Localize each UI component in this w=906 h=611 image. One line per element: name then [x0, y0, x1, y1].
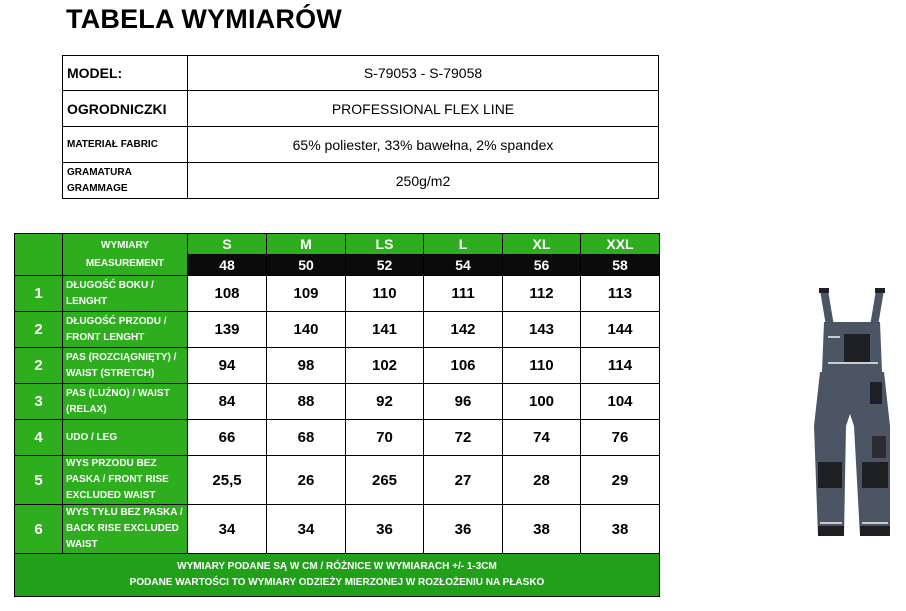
measurement-name-line: WYS TYŁU BEZ PASKA /	[66, 507, 183, 518]
product-label: OGRODNICZKI	[63, 91, 188, 127]
measurement-value: 29	[581, 456, 660, 505]
measurement-value: 26	[267, 456, 346, 505]
measurement-value: 108	[188, 276, 267, 312]
leg-pocket	[872, 436, 886, 458]
row-index: 3	[15, 384, 63, 420]
measurement-value: 96	[424, 384, 503, 420]
right-strap	[870, 290, 884, 326]
grammage-label	[63, 163, 188, 199]
measurement-value: 25,5	[188, 456, 267, 505]
header-corner	[15, 234, 63, 276]
product-value: PROFESSIONAL FLEX LINE	[188, 91, 659, 127]
bib-pocket	[844, 334, 870, 364]
size-number: 50	[267, 255, 346, 276]
overalls-product-image	[800, 286, 904, 544]
measurement-name-line: EXCLUDED WAIST	[66, 490, 156, 501]
grammage-label-en: GRAMMAGE	[67, 182, 128, 194]
grammage-label-pl: GRAMATURA	[67, 166, 132, 178]
size-l: L	[424, 234, 503, 255]
measurement-header	[63, 234, 188, 276]
fabric-label: MATERIAŁ FABRIC	[63, 127, 188, 163]
measurement-value: 68	[267, 420, 346, 456]
measurement-value: 141	[346, 312, 424, 348]
measurement-name-line: PAS (ROZCIĄGNIĘTY) /	[66, 351, 177, 363]
fabric-value: 65% poliester, 33% bawełna, 2% spandex	[188, 127, 659, 163]
table-row	[15, 276, 660, 312]
measurement-value: 106	[424, 348, 503, 384]
table-row	[15, 505, 660, 554]
table-footnote	[15, 554, 660, 597]
product-info-table	[62, 55, 659, 199]
measurement-value: 144	[581, 312, 660, 348]
measurement-name	[63, 505, 188, 554]
size-ls: LS	[346, 234, 424, 255]
measurement-value: 114	[581, 348, 660, 384]
measurement-name-line: BACK RISE EXCLUDED	[66, 523, 179, 534]
measurement-value: 72	[424, 420, 503, 456]
measurement-name	[63, 276, 188, 312]
measurement-name-line: DŁUGOŚĆ BOKU /	[66, 279, 154, 291]
measurement-name-line: (RELAX)	[66, 403, 107, 415]
model-label: MODEL:	[63, 56, 188, 91]
measurement-value: 38	[503, 505, 581, 554]
model-value: S-79053 - S-79058	[188, 56, 659, 91]
measurement-value: 34	[267, 505, 346, 554]
measurement-name-line: UDO / LEG	[66, 431, 118, 443]
table-row	[15, 420, 660, 456]
side-pocket	[870, 382, 882, 404]
size-m: M	[267, 234, 346, 255]
measurement-value: 110	[346, 276, 424, 312]
footnote-line: PODANE WARTOŚCI TO WYMIARY ODZIEŻY MIERZONEJ W ROZŁOŻENIU NA PŁASKO	[129, 577, 545, 588]
measurement-value: 139	[188, 312, 267, 348]
measurement-value: 111	[424, 276, 503, 312]
measurement-name	[63, 348, 188, 384]
table-row	[15, 384, 660, 420]
left-strap	[820, 290, 834, 326]
measurement-header-en: MEASUREMENT	[85, 257, 165, 269]
reflective-strip	[828, 362, 878, 364]
measurement-value: 265	[346, 456, 424, 505]
measurement-name-line: DŁUGOŚĆ PRZODU /	[66, 315, 167, 327]
table-row	[15, 348, 660, 384]
measurement-name-line: WAIST (STRETCH)	[66, 367, 155, 379]
row-index: 2	[15, 312, 63, 348]
grammage-value: 250g/m2	[188, 163, 659, 199]
measurement-value: 98	[267, 348, 346, 384]
measurement-value: 28	[503, 456, 581, 505]
measurement-value: 142	[424, 312, 503, 348]
measurement-value: 140	[267, 312, 346, 348]
measurement-name	[63, 384, 188, 420]
measurement-value: 104	[581, 384, 660, 420]
size-number: 58	[581, 255, 660, 276]
measurement-name	[63, 420, 188, 456]
measurement-name-line: WYS PRZODU BEZ	[66, 458, 157, 469]
measurement-value: 38	[581, 505, 660, 554]
measurement-value: 84	[188, 384, 267, 420]
measurement-value: 100	[503, 384, 581, 420]
row-index: 6	[15, 505, 63, 554]
knee-pad-right	[862, 462, 888, 488]
measurement-value: 109	[267, 276, 346, 312]
measurement-name-line: PASKA / FRONT RISE	[66, 474, 169, 485]
size-s: S	[188, 234, 267, 255]
measurement-name	[63, 312, 188, 348]
measurement-name	[63, 456, 188, 505]
size-chart-table	[14, 233, 660, 597]
reflective-strip	[820, 522, 842, 524]
measurement-value: 88	[267, 384, 346, 420]
measurement-name-line: LENGHT	[66, 295, 108, 307]
measurement-value: 27	[424, 456, 503, 505]
size-number: 52	[346, 255, 424, 276]
left-buckle	[819, 288, 829, 293]
measurement-header-pl: WYMIARY	[101, 239, 149, 251]
size-number: 48	[188, 255, 267, 276]
size-number: 56	[503, 255, 581, 276]
measurement-value: 36	[424, 505, 503, 554]
measurement-value: 34	[188, 505, 267, 554]
measurement-value: 92	[346, 384, 424, 420]
size-xl: XL	[503, 234, 581, 255]
page-title: TABELA WYMIARÓW	[66, 4, 342, 34]
measurement-value: 110	[503, 348, 581, 384]
measurement-value: 76	[581, 420, 660, 456]
table-row	[15, 312, 660, 348]
measurement-value: 74	[503, 420, 581, 456]
measurement-name-line: PAS (LUŹNO) / WAIST	[66, 387, 170, 399]
measurement-name-line: FRONT LENGHT	[66, 331, 145, 343]
table-row	[15, 456, 660, 505]
measurement-value: 70	[346, 420, 424, 456]
cuff-left	[818, 526, 844, 536]
size-number: 54	[424, 255, 503, 276]
size-xxl: XXL	[581, 234, 660, 255]
measurement-value: 113	[581, 276, 660, 312]
measurement-value: 143	[503, 312, 581, 348]
cuff-right	[860, 526, 890, 536]
row-index: 5	[15, 456, 63, 505]
right-buckle	[875, 288, 885, 293]
row-index: 2	[15, 348, 63, 384]
measurement-value: 66	[188, 420, 267, 456]
measurement-value: 36	[346, 505, 424, 554]
measurement-name-line: WAIST	[66, 539, 98, 550]
measurement-value: 102	[346, 348, 424, 384]
knee-pad-left	[818, 462, 842, 488]
reflective-strip	[862, 522, 888, 524]
row-index: 4	[15, 420, 63, 456]
measurement-value: 112	[503, 276, 581, 312]
footnote-line: WYMIARY PODANE SĄ W CM / RÓŻNICE W WYMIARACH +/- 1-3CM	[177, 561, 497, 572]
measurement-value: 94	[188, 348, 267, 384]
row-index: 1	[15, 276, 63, 312]
reflective-strip	[828, 336, 840, 338]
